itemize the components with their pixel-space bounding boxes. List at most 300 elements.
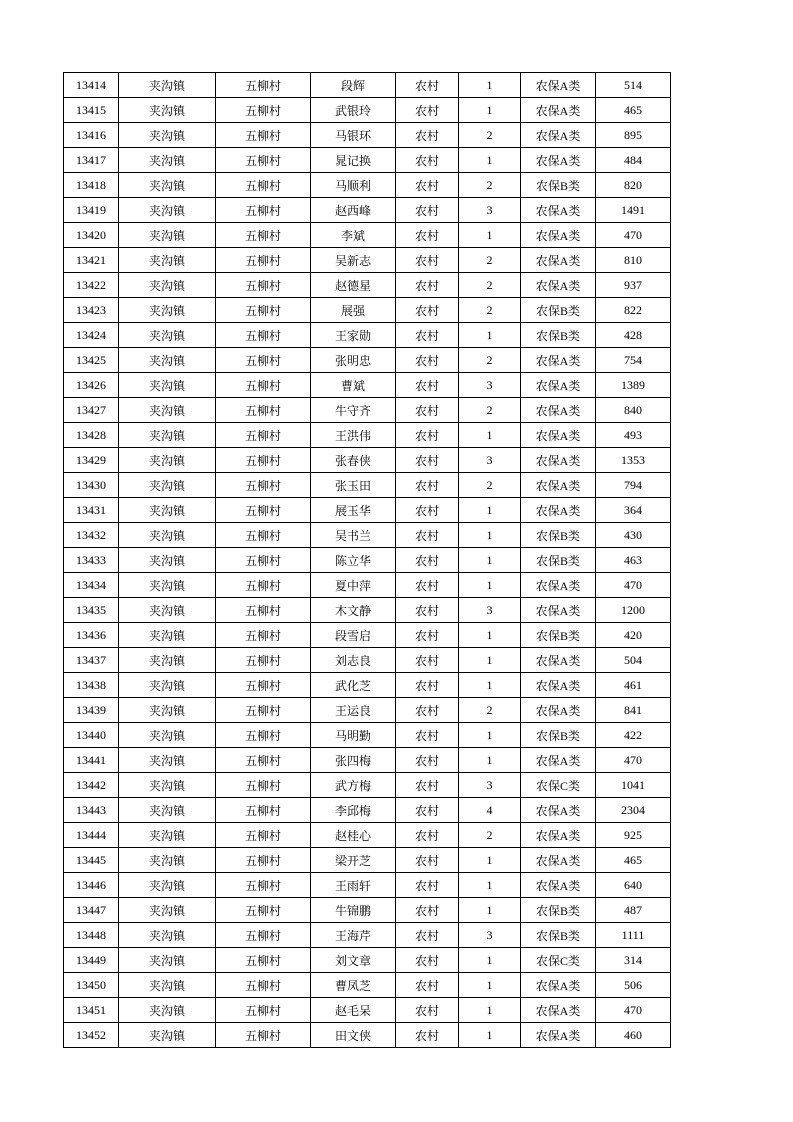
cell-amount: 937 xyxy=(596,273,671,298)
cell-amount: 1111 xyxy=(596,923,671,948)
cell-category: 农保C类 xyxy=(521,948,596,973)
cell-village: 五柳村 xyxy=(216,948,311,973)
cell-amount: 841 xyxy=(596,698,671,723)
table-row xyxy=(64,323,671,348)
cell-category: 农保A类 xyxy=(521,573,596,598)
cell-resident-type: 农村 xyxy=(396,123,459,148)
cell-count: 2 xyxy=(459,698,521,723)
cell-name: 武银玲 xyxy=(311,98,396,123)
cell-village: 五柳村 xyxy=(216,198,311,223)
cell-count: 1 xyxy=(459,848,521,873)
cell-count: 2 xyxy=(459,173,521,198)
cell-category: 农保A类 xyxy=(521,873,596,898)
cell-town: 夹沟镇 xyxy=(119,73,216,98)
cell-category: 农保A类 xyxy=(521,273,596,298)
cell-amount: 822 xyxy=(596,298,671,323)
cell-id: 13414 xyxy=(64,73,119,98)
cell-count: 2 xyxy=(459,298,521,323)
cell-village: 五柳村 xyxy=(216,848,311,873)
cell-town: 夹沟镇 xyxy=(119,573,216,598)
table-row xyxy=(64,448,671,473)
cell-id: 13433 xyxy=(64,548,119,573)
cell-category: 农保A类 xyxy=(521,598,596,623)
cell-count: 1 xyxy=(459,998,521,1023)
table-row xyxy=(64,923,671,948)
cell-id: 13426 xyxy=(64,373,119,398)
cell-id: 13440 xyxy=(64,723,119,748)
cell-amount: 430 xyxy=(596,523,671,548)
cell-id: 13424 xyxy=(64,323,119,348)
cell-amount: 314 xyxy=(596,948,671,973)
cell-category: 农保A类 xyxy=(521,198,596,223)
table-row xyxy=(64,398,671,423)
cell-village: 五柳村 xyxy=(216,798,311,823)
cell-village: 五柳村 xyxy=(216,698,311,723)
cell-category: 农保B类 xyxy=(521,523,596,548)
cell-amount: 470 xyxy=(596,748,671,773)
cell-resident-type: 农村 xyxy=(396,423,459,448)
cell-resident-type: 农村 xyxy=(396,223,459,248)
cell-name: 牛锦鹏 xyxy=(311,898,396,923)
cell-town: 夹沟镇 xyxy=(119,148,216,173)
cell-name: 吴新志 xyxy=(311,248,396,273)
table-row xyxy=(64,373,671,398)
cell-town: 夹沟镇 xyxy=(119,898,216,923)
table-row xyxy=(64,523,671,548)
table-row xyxy=(64,623,671,648)
cell-village: 五柳村 xyxy=(216,673,311,698)
cell-category: 农保A类 xyxy=(521,823,596,848)
cell-count: 3 xyxy=(459,373,521,398)
cell-category: 农保B类 xyxy=(521,173,596,198)
table-row xyxy=(64,223,671,248)
cell-id: 13417 xyxy=(64,148,119,173)
cell-id: 13444 xyxy=(64,823,119,848)
table-row xyxy=(64,898,671,923)
cell-category: 农保A类 xyxy=(521,248,596,273)
cell-name: 段辉 xyxy=(311,73,396,98)
cell-name: 张明忠 xyxy=(311,348,396,373)
cell-resident-type: 农村 xyxy=(396,923,459,948)
cell-resident-type: 农村 xyxy=(396,398,459,423)
cell-amount: 840 xyxy=(596,398,671,423)
table-body xyxy=(64,73,671,1048)
cell-resident-type: 农村 xyxy=(396,898,459,923)
cell-name: 田文侠 xyxy=(311,1023,396,1048)
cell-category: 农保B类 xyxy=(521,923,596,948)
cell-id: 13432 xyxy=(64,523,119,548)
table-row xyxy=(64,673,671,698)
cell-village: 五柳村 xyxy=(216,173,311,198)
cell-category: 农保A类 xyxy=(521,348,596,373)
cell-count: 1 xyxy=(459,98,521,123)
cell-village: 五柳村 xyxy=(216,148,311,173)
cell-town: 夹沟镇 xyxy=(119,98,216,123)
cell-amount: 493 xyxy=(596,423,671,448)
cell-category: 农保B类 xyxy=(521,898,596,923)
cell-count: 1 xyxy=(459,673,521,698)
table-row xyxy=(64,123,671,148)
cell-amount: 422 xyxy=(596,723,671,748)
cell-count: 1 xyxy=(459,148,521,173)
cell-id: 13437 xyxy=(64,648,119,673)
table-row xyxy=(64,73,671,98)
cell-village: 五柳村 xyxy=(216,273,311,298)
cell-village: 五柳村 xyxy=(216,523,311,548)
cell-resident-type: 农村 xyxy=(396,873,459,898)
cell-category: 农保A类 xyxy=(521,673,596,698)
cell-count: 1 xyxy=(459,748,521,773)
cell-count: 1 xyxy=(459,323,521,348)
cell-id: 13430 xyxy=(64,473,119,498)
cell-village: 五柳村 xyxy=(216,73,311,98)
table-row xyxy=(64,148,671,173)
cell-id: 13421 xyxy=(64,248,119,273)
cell-amount: 465 xyxy=(596,848,671,873)
cell-count: 1 xyxy=(459,73,521,98)
cell-category: 农保A类 xyxy=(521,423,596,448)
cell-count: 1 xyxy=(459,1023,521,1048)
cell-resident-type: 农村 xyxy=(396,598,459,623)
cell-id: 13435 xyxy=(64,598,119,623)
cell-name: 赵毛呆 xyxy=(311,998,396,1023)
cell-category: 农保A类 xyxy=(521,748,596,773)
cell-count: 2 xyxy=(459,248,521,273)
cell-name: 刘志良 xyxy=(311,648,396,673)
cell-id: 13418 xyxy=(64,173,119,198)
cell-village: 五柳村 xyxy=(216,973,311,998)
cell-name: 王海芹 xyxy=(311,923,396,948)
cell-count: 1 xyxy=(459,423,521,448)
cell-resident-type: 农村 xyxy=(396,73,459,98)
cell-village: 五柳村 xyxy=(216,123,311,148)
cell-id: 13415 xyxy=(64,98,119,123)
cell-count: 3 xyxy=(459,598,521,623)
cell-town: 夹沟镇 xyxy=(119,698,216,723)
cell-amount: 895 xyxy=(596,123,671,148)
cell-count: 3 xyxy=(459,923,521,948)
cell-id: 13416 xyxy=(64,123,119,148)
cell-village: 五柳村 xyxy=(216,548,311,573)
cell-id: 13431 xyxy=(64,498,119,523)
cell-category: 农保A类 xyxy=(521,1023,596,1048)
cell-name: 李邱梅 xyxy=(311,798,396,823)
cell-town: 夹沟镇 xyxy=(119,173,216,198)
cell-id: 13451 xyxy=(64,998,119,1023)
cell-resident-type: 农村 xyxy=(396,498,459,523)
cell-count: 2 xyxy=(459,273,521,298)
cell-town: 夹沟镇 xyxy=(119,473,216,498)
cell-amount: 794 xyxy=(596,473,671,498)
cell-amount: 1389 xyxy=(596,373,671,398)
cell-category: 农保A类 xyxy=(521,973,596,998)
cell-id: 13425 xyxy=(64,348,119,373)
cell-count: 1 xyxy=(459,723,521,748)
cell-name: 段雪启 xyxy=(311,623,396,648)
cell-id: 13443 xyxy=(64,798,119,823)
cell-town: 夹沟镇 xyxy=(119,673,216,698)
cell-amount: 461 xyxy=(596,673,671,698)
cell-amount: 1491 xyxy=(596,198,671,223)
cell-resident-type: 农村 xyxy=(396,648,459,673)
cell-resident-type: 农村 xyxy=(396,623,459,648)
cell-count: 2 xyxy=(459,398,521,423)
cell-id: 13436 xyxy=(64,623,119,648)
table-row xyxy=(64,998,671,1023)
cell-name: 马顺利 xyxy=(311,173,396,198)
cell-village: 五柳村 xyxy=(216,898,311,923)
cell-town: 夹沟镇 xyxy=(119,948,216,973)
cell-village: 五柳村 xyxy=(216,598,311,623)
cell-town: 夹沟镇 xyxy=(119,273,216,298)
cell-category: 农保A类 xyxy=(521,848,596,873)
cell-resident-type: 农村 xyxy=(396,148,459,173)
cell-village: 五柳村 xyxy=(216,323,311,348)
cell-resident-type: 农村 xyxy=(396,548,459,573)
cell-category: 农保A类 xyxy=(521,98,596,123)
table-row xyxy=(64,1023,671,1048)
cell-town: 夹沟镇 xyxy=(119,448,216,473)
table-row xyxy=(64,548,671,573)
cell-count: 1 xyxy=(459,648,521,673)
cell-name: 张四梅 xyxy=(311,748,396,773)
cell-count: 1 xyxy=(459,548,521,573)
cell-village: 五柳村 xyxy=(216,398,311,423)
cell-amount: 504 xyxy=(596,648,671,673)
cell-resident-type: 农村 xyxy=(396,798,459,823)
cell-resident-type: 农村 xyxy=(396,298,459,323)
cell-name: 夏中萍 xyxy=(311,573,396,598)
table-row xyxy=(64,498,671,523)
cell-category: 农保B类 xyxy=(521,548,596,573)
cell-village: 五柳村 xyxy=(216,348,311,373)
cell-town: 夹沟镇 xyxy=(119,623,216,648)
cell-resident-type: 农村 xyxy=(396,323,459,348)
cell-category: 农保B类 xyxy=(521,623,596,648)
cell-count: 1 xyxy=(459,973,521,998)
table-row xyxy=(64,848,671,873)
cell-amount: 754 xyxy=(596,348,671,373)
cell-village: 五柳村 xyxy=(216,223,311,248)
cell-town: 夹沟镇 xyxy=(119,248,216,273)
cell-village: 五柳村 xyxy=(216,748,311,773)
cell-category: 农保A类 xyxy=(521,473,596,498)
cell-resident-type: 农村 xyxy=(396,998,459,1023)
cell-name: 晁记换 xyxy=(311,148,396,173)
cell-town: 夹沟镇 xyxy=(119,298,216,323)
cell-town: 夹沟镇 xyxy=(119,873,216,898)
cell-id: 13428 xyxy=(64,423,119,448)
cell-category: 农保A类 xyxy=(521,123,596,148)
cell-village: 五柳村 xyxy=(216,298,311,323)
table-row xyxy=(64,973,671,998)
table-row xyxy=(64,873,671,898)
cell-name: 王洪伟 xyxy=(311,423,396,448)
cell-town: 夹沟镇 xyxy=(119,723,216,748)
table-row xyxy=(64,698,671,723)
cell-category: 农保B类 xyxy=(521,723,596,748)
cell-resident-type: 农村 xyxy=(396,773,459,798)
cell-resident-type: 农村 xyxy=(396,273,459,298)
cell-category: 农保A类 xyxy=(521,648,596,673)
cell-name: 陈立华 xyxy=(311,548,396,573)
cell-amount: 470 xyxy=(596,223,671,248)
cell-id: 13434 xyxy=(64,573,119,598)
cell-id: 13448 xyxy=(64,923,119,948)
cell-name: 马明勤 xyxy=(311,723,396,748)
cell-village: 五柳村 xyxy=(216,498,311,523)
cell-village: 五柳村 xyxy=(216,723,311,748)
table-row xyxy=(64,773,671,798)
cell-name: 刘文章 xyxy=(311,948,396,973)
cell-name: 木文静 xyxy=(311,598,396,623)
cell-resident-type: 农村 xyxy=(396,473,459,498)
cell-town: 夹沟镇 xyxy=(119,923,216,948)
cell-category: 农保A类 xyxy=(521,223,596,248)
cell-resident-type: 农村 xyxy=(396,573,459,598)
cell-amount: 514 xyxy=(596,73,671,98)
cell-village: 五柳村 xyxy=(216,773,311,798)
cell-count: 1 xyxy=(459,498,521,523)
cell-amount: 2304 xyxy=(596,798,671,823)
cell-amount: 506 xyxy=(596,973,671,998)
cell-id: 13429 xyxy=(64,448,119,473)
cell-village: 五柳村 xyxy=(216,1023,311,1048)
cell-name: 展强 xyxy=(311,298,396,323)
cell-amount: 484 xyxy=(596,148,671,173)
cell-town: 夹沟镇 xyxy=(119,398,216,423)
cell-id: 13422 xyxy=(64,273,119,298)
table-row xyxy=(64,948,671,973)
table-row xyxy=(64,423,671,448)
cell-amount: 465 xyxy=(596,98,671,123)
cell-amount: 470 xyxy=(596,573,671,598)
cell-village: 五柳村 xyxy=(216,248,311,273)
cell-town: 夹沟镇 xyxy=(119,198,216,223)
cell-town: 夹沟镇 xyxy=(119,223,216,248)
cell-village: 五柳村 xyxy=(216,423,311,448)
cell-id: 13441 xyxy=(64,748,119,773)
cell-name: 梁开芝 xyxy=(311,848,396,873)
cell-village: 五柳村 xyxy=(216,473,311,498)
cell-village: 五柳村 xyxy=(216,448,311,473)
cell-name: 展玉华 xyxy=(311,498,396,523)
cell-resident-type: 农村 xyxy=(396,698,459,723)
cell-count: 1 xyxy=(459,873,521,898)
cell-village: 五柳村 xyxy=(216,98,311,123)
cell-town: 夹沟镇 xyxy=(119,348,216,373)
cell-town: 夹沟镇 xyxy=(119,498,216,523)
cell-count: 1 xyxy=(459,898,521,923)
cell-name: 吴书兰 xyxy=(311,523,396,548)
cell-count: 3 xyxy=(459,448,521,473)
table-row xyxy=(64,248,671,273)
cell-name: 张春侠 xyxy=(311,448,396,473)
cell-town: 夹沟镇 xyxy=(119,598,216,623)
cell-village: 五柳村 xyxy=(216,823,311,848)
cell-count: 4 xyxy=(459,798,521,823)
cell-count: 1 xyxy=(459,223,521,248)
cell-amount: 487 xyxy=(596,898,671,923)
cell-name: 王家勋 xyxy=(311,323,396,348)
cell-category: 农保A类 xyxy=(521,398,596,423)
cell-amount: 428 xyxy=(596,323,671,348)
cell-resident-type: 农村 xyxy=(396,173,459,198)
cell-resident-type: 农村 xyxy=(396,973,459,998)
cell-id: 13439 xyxy=(64,698,119,723)
cell-id: 13427 xyxy=(64,398,119,423)
cell-amount: 925 xyxy=(596,823,671,848)
cell-resident-type: 农村 xyxy=(396,823,459,848)
table-row xyxy=(64,748,671,773)
cell-count: 1 xyxy=(459,623,521,648)
cell-id: 13447 xyxy=(64,898,119,923)
cell-count: 2 xyxy=(459,348,521,373)
cell-town: 夹沟镇 xyxy=(119,648,216,673)
cell-category: 农保B类 xyxy=(521,323,596,348)
cell-name: 曹凤芝 xyxy=(311,973,396,998)
table-row xyxy=(64,348,671,373)
cell-resident-type: 农村 xyxy=(396,1023,459,1048)
cell-town: 夹沟镇 xyxy=(119,748,216,773)
cell-name: 王运良 xyxy=(311,698,396,723)
cell-id: 13420 xyxy=(64,223,119,248)
cell-village: 五柳村 xyxy=(216,573,311,598)
table-row xyxy=(64,198,671,223)
cell-name: 马银环 xyxy=(311,123,396,148)
cell-village: 五柳村 xyxy=(216,998,311,1023)
cell-count: 1 xyxy=(459,948,521,973)
cell-amount: 463 xyxy=(596,548,671,573)
table-row xyxy=(64,573,671,598)
table-row xyxy=(64,298,671,323)
cell-resident-type: 农村 xyxy=(396,748,459,773)
cell-village: 五柳村 xyxy=(216,923,311,948)
cell-resident-type: 农村 xyxy=(396,948,459,973)
cell-name: 王雨轩 xyxy=(311,873,396,898)
cell-amount: 810 xyxy=(596,248,671,273)
cell-category: 农保A类 xyxy=(521,73,596,98)
cell-village: 五柳村 xyxy=(216,623,311,648)
cell-amount: 470 xyxy=(596,998,671,1023)
cell-category: 农保A类 xyxy=(521,998,596,1023)
cell-resident-type: 农村 xyxy=(396,723,459,748)
cell-category: 农保A类 xyxy=(521,498,596,523)
cell-name: 武化芝 xyxy=(311,673,396,698)
cell-amount: 364 xyxy=(596,498,671,523)
table-row xyxy=(64,98,671,123)
cell-id: 13446 xyxy=(64,873,119,898)
cell-amount: 1353 xyxy=(596,448,671,473)
cell-count: 3 xyxy=(459,773,521,798)
table-row xyxy=(64,473,671,498)
cell-village: 五柳村 xyxy=(216,648,311,673)
cell-name: 曹斌 xyxy=(311,373,396,398)
cell-town: 夹沟镇 xyxy=(119,423,216,448)
cell-name: 张玉田 xyxy=(311,473,396,498)
cell-village: 五柳村 xyxy=(216,873,311,898)
cell-amount: 1041 xyxy=(596,773,671,798)
cell-village: 五柳村 xyxy=(216,373,311,398)
cell-category: 农保B类 xyxy=(521,298,596,323)
cell-amount: 420 xyxy=(596,623,671,648)
cell-name: 赵西峰 xyxy=(311,198,396,223)
cell-id: 13442 xyxy=(64,773,119,798)
cell-town: 夹沟镇 xyxy=(119,323,216,348)
cell-id: 13438 xyxy=(64,673,119,698)
cell-resident-type: 农村 xyxy=(396,523,459,548)
cell-category: 农保A类 xyxy=(521,148,596,173)
